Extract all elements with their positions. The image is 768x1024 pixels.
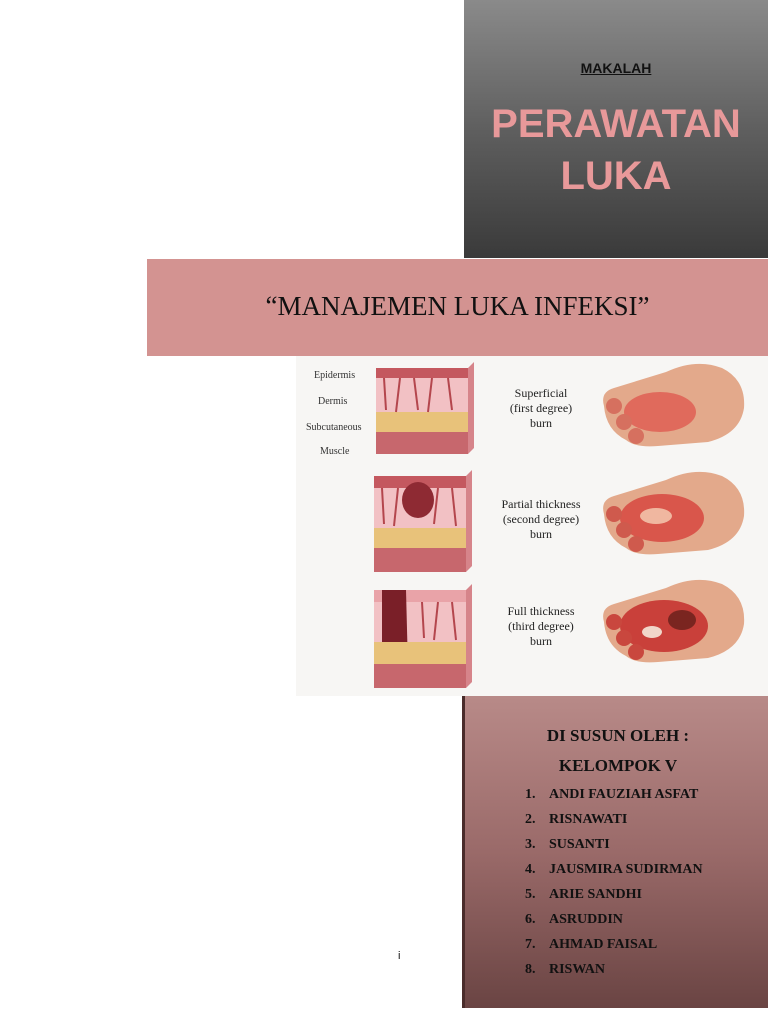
member-item: 4. JAUSMIRA SUDIRMAN (525, 862, 703, 877)
group-name: KELOMPOK V (558, 756, 678, 775)
compiled-by-heading: DI SUSUN OLEH : (546, 726, 690, 745)
skin-section-first-degree (374, 358, 474, 458)
member-item: 5. ARIE SANDHI (525, 887, 642, 902)
layer-label-epidermis: Epidermis (314, 370, 356, 381)
layer-label-dermis: Dermis (318, 396, 348, 407)
member-item: 1. ANDI FAUZIAH ASFAT (525, 787, 699, 802)
main-title (464, 98, 768, 202)
member-item: 2. RISNAWATI (525, 812, 628, 827)
skin-section-second-degree (372, 464, 472, 576)
member-item: 3. SUSANTI (525, 837, 610, 852)
member-item: 8. RISWAN (525, 962, 606, 977)
member-list (525, 782, 703, 982)
document-type-label: MAKALAH (580, 60, 652, 76)
layer-label-subcutaneous: Subcutaneous (306, 422, 362, 433)
subtitle: “MANAJEMEN LUKA INFEKSI” (265, 291, 650, 321)
hand-first-degree-burn (596, 358, 748, 450)
hand-third-degree-burn (596, 574, 748, 670)
burn-label-third-degree: Full thickness (third degree) burn (507, 604, 575, 648)
page-number: i (398, 950, 401, 962)
skin-section-third-degree (372, 578, 472, 692)
subtitle-band (147, 259, 768, 356)
member-item: 6. ASRUDDIN (525, 912, 623, 927)
title-panel (464, 0, 768, 258)
burn-label-first-degree: Superficial (first degree) burn (509, 386, 573, 430)
hand-second-degree-burn (596, 466, 748, 560)
credits-panel (462, 696, 768, 1008)
main-title-line2: LUKA (560, 154, 672, 198)
burn-degrees-illustration (296, 356, 768, 696)
burn-label-second-degree: Partial thickness (second degree) burn (501, 497, 581, 541)
main-title-line1: PERAWATAN (491, 102, 741, 146)
member-item: 7. AHMAD FAISAL (525, 937, 658, 952)
layer-label-muscle: Muscle (320, 446, 350, 457)
